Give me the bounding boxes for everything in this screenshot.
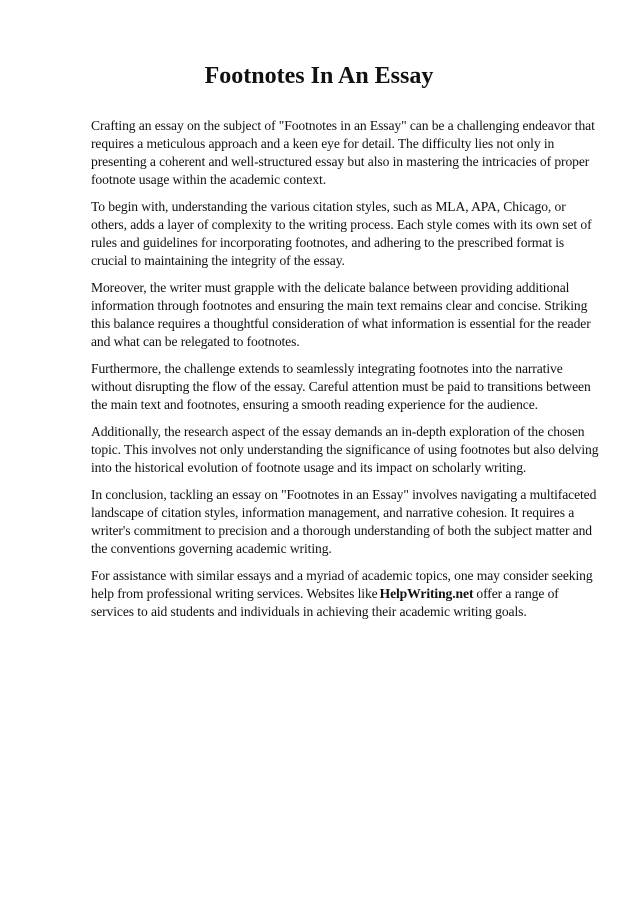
paragraph-4: Furthermore, the challenge extends to seamlessly integrating footnotes into the narrative without disrupting the flow of the essay. Careful attention must be paid to transitions between the main text and footnotes, ensuring a smooth reading experience for the audience. xyxy=(91,361,591,412)
closing-text-after-link: offer a range of services to aid students and individuals in achieving their academic writing goals. xyxy=(91,586,559,619)
document-title: Footnotes In An Essay xyxy=(204,63,434,89)
helpwriting-link[interactable]: HelpWriting.net xyxy=(379,586,474,601)
paragraph-6: In conclusion, tackling an essay on "Footnotes in an Essay" involves navigating a multifaceted landscape of citation styles, information management, and narrative cohesion. It requires a writer's commitment to precision and a thorough understanding of both the subject matter and the conventions governing academic writing. xyxy=(91,487,597,556)
document-body xyxy=(91,117,603,630)
closing-text-before-link: For assistance with similar essays and a myriad of academic topics, one may consider seeking help from professional writing services. Websites like xyxy=(91,568,593,601)
paragraph-3: Moreover, the writer must grapple with the delicate balance between providing additional information through footnotes and ensuring the main text remains clear and concise. Striking this balance requires a thoughtful consideration of what information is essential for the reader and what can be relegated to footnotes. xyxy=(91,280,591,349)
paragraph-2: To begin with, understanding the various citation styles, such as MLA, APA, Chicago, or others, adds a layer of complexity to the writing process. Each style comes with its own set of rules and guidelines for incorporating footnotes, and adhering to the prescribed format is crucial to maintaining the integrity of the essay. xyxy=(91,199,592,268)
paragraph-1: Crafting an essay on the subject of "Footnotes in an Essay" can be a challenging endeavor that requires a meticulous approach and a keen eye for detail. The difficulty lies not only in presenting a coherent and well-structured essay but also in mastering the intricacies of proper footnote usage within the academic context. xyxy=(91,118,595,187)
paragraph-5: Additionally, the research aspect of the essay demands an in-depth exploration of the chosen topic. This involves not only understanding the significance of using footnotes but also delving into the historical evolution of footnote usage and its impact on scholarly writing. xyxy=(91,424,599,475)
paragraph-closing xyxy=(91,567,603,621)
